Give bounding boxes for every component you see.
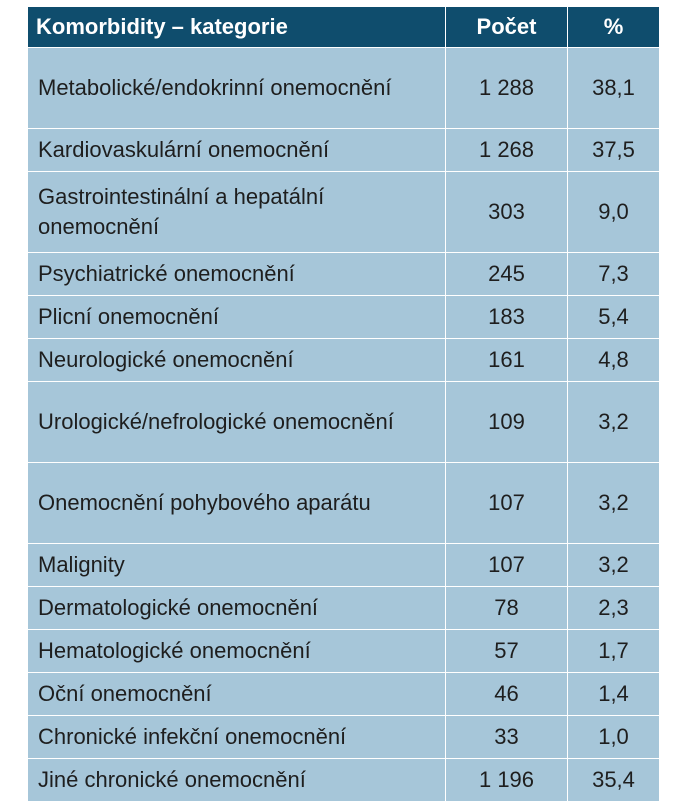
row-percent: 4,8 bbox=[568, 339, 660, 382]
header-category: Komorbidity – kategorie bbox=[28, 7, 446, 48]
table-row bbox=[28, 253, 660, 296]
row-category: Psychiatrické onemocnění bbox=[28, 253, 446, 296]
row-percent: 37,5 bbox=[568, 129, 660, 172]
row-count: 109 bbox=[446, 382, 568, 463]
row-category: Metabolické/endokrinní onemocnění bbox=[28, 48, 446, 129]
row-percent: 2,3 bbox=[568, 587, 660, 630]
row-category: Malignity bbox=[28, 544, 446, 587]
row-count: 1 268 bbox=[446, 129, 568, 172]
row-count: 161 bbox=[446, 339, 568, 382]
row-category: Plicní onemocnění bbox=[28, 296, 446, 339]
row-category: Kardiovaskulární onemocnění bbox=[28, 129, 446, 172]
table-row bbox=[28, 587, 660, 630]
header-percent: % bbox=[568, 7, 660, 48]
row-percent: 1,7 bbox=[568, 630, 660, 673]
row-category: Neurologické onemocnění bbox=[28, 339, 446, 382]
table-row bbox=[28, 716, 660, 759]
comorbidity-table-container bbox=[27, 6, 659, 802]
row-count: 1 196 bbox=[446, 759, 568, 802]
row-count: 78 bbox=[446, 587, 568, 630]
table-row bbox=[28, 759, 660, 802]
table-row bbox=[28, 382, 660, 463]
row-percent: 3,2 bbox=[568, 382, 660, 463]
table-row bbox=[28, 463, 660, 544]
row-count: 33 bbox=[446, 716, 568, 759]
table-row bbox=[28, 296, 660, 339]
row-percent: 9,0 bbox=[568, 172, 660, 253]
comorbidity-table bbox=[27, 6, 660, 802]
row-percent: 5,4 bbox=[568, 296, 660, 339]
table-row bbox=[28, 172, 660, 253]
row-percent: 35,4 bbox=[568, 759, 660, 802]
row-percent: 7,3 bbox=[568, 253, 660, 296]
table-row bbox=[28, 673, 660, 716]
table-row bbox=[28, 630, 660, 673]
row-category: Oční onemocnění bbox=[28, 673, 446, 716]
row-count: 1 288 bbox=[446, 48, 568, 129]
row-category: Gastrointestinální a hepatální onemocnění bbox=[28, 172, 446, 253]
row-category: Urologické/nefrologické onemocnění bbox=[28, 382, 446, 463]
table-row bbox=[28, 48, 660, 129]
row-count: 107 bbox=[446, 544, 568, 587]
row-count: 46 bbox=[446, 673, 568, 716]
row-count: 183 bbox=[446, 296, 568, 339]
row-count: 245 bbox=[446, 253, 568, 296]
row-category: Jiné chronické onemocnění bbox=[28, 759, 446, 802]
row-category: Onemocnění pohybového aparátu bbox=[28, 463, 446, 544]
table-row bbox=[28, 544, 660, 587]
row-percent: 1,4 bbox=[568, 673, 660, 716]
row-count: 107 bbox=[446, 463, 568, 544]
row-percent: 1,0 bbox=[568, 716, 660, 759]
table-row bbox=[28, 129, 660, 172]
row-category: Dermatologické onemocnění bbox=[28, 587, 446, 630]
table-row bbox=[28, 339, 660, 382]
row-count: 57 bbox=[446, 630, 568, 673]
row-count: 303 bbox=[446, 172, 568, 253]
row-category: Hematologické onemocnění bbox=[28, 630, 446, 673]
row-category: Chronické infekční onemocnění bbox=[28, 716, 446, 759]
row-percent: 38,1 bbox=[568, 48, 660, 129]
header-count: Počet bbox=[446, 7, 568, 48]
table-header-row bbox=[28, 7, 660, 48]
row-percent: 3,2 bbox=[568, 463, 660, 544]
row-percent: 3,2 bbox=[568, 544, 660, 587]
